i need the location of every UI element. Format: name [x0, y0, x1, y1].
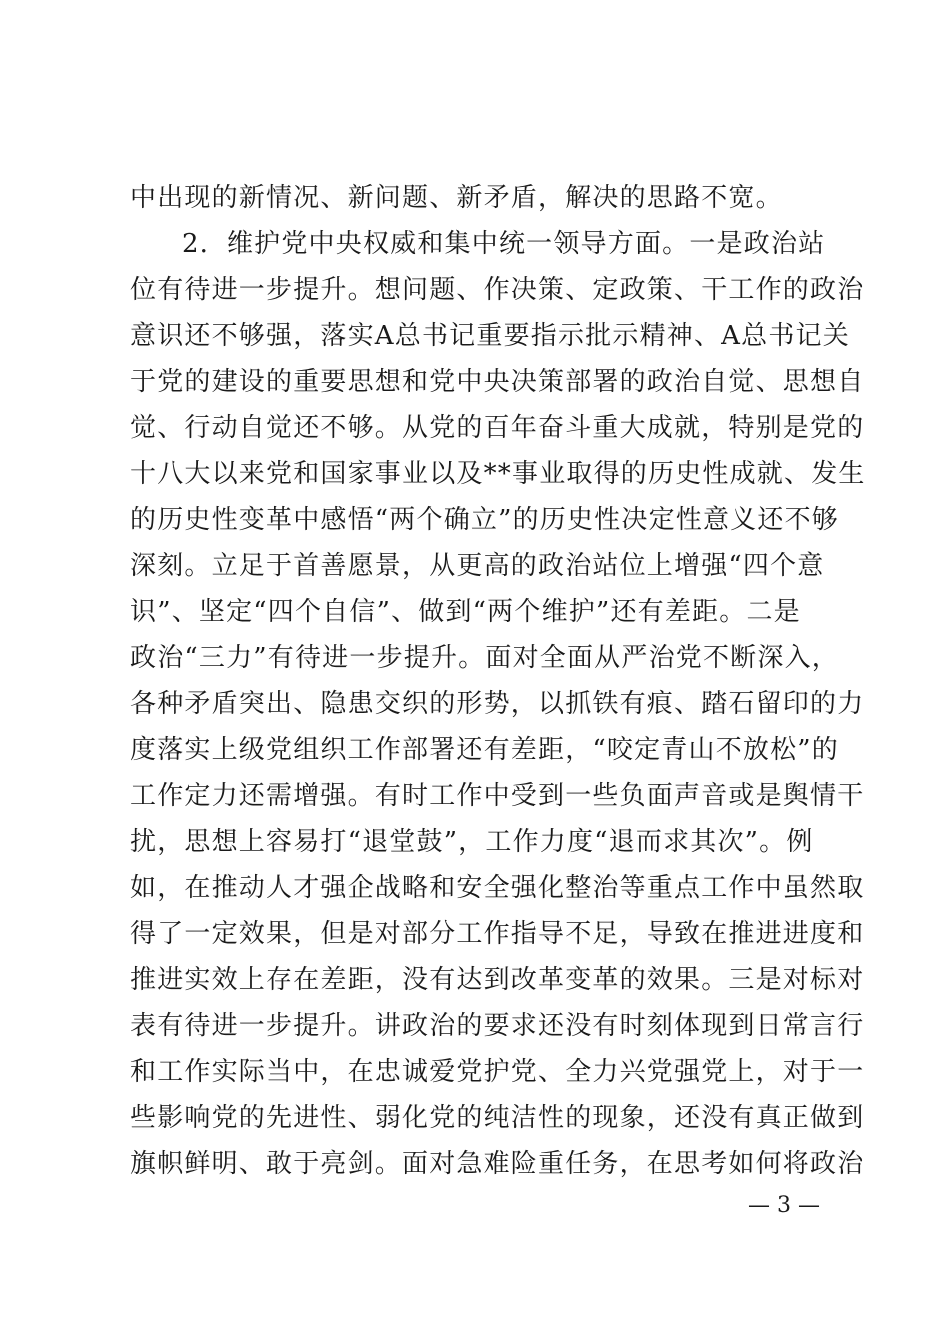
text-line-11: 政治“三力”有待进一步提升。面对全面从严治党不断深入，: [130, 643, 839, 673]
text-line-5: 于党的建设的重要思想和党中央决策部署的政治自觉、思想自: [130, 367, 865, 397]
text-line-19: 表有待进一步提升。讲政治的要求还没有时刻体现到日常言行: [130, 1011, 865, 1041]
text-line-9: 深刻。立足于首善愿景，从更高的政治站位上增强“四个意: [130, 551, 825, 581]
text-line-12: 各种矛盾突出、隐患交织的形势，以抓铁有痕、踏石留印的力: [130, 689, 865, 719]
text-line-16: 如，在推动人才强企战略和安全强化整治等重点工作中虽然取: [130, 873, 865, 903]
text-line-3: 位有待进一步提升。想问题、作决策、定政策、干工作的政治: [130, 275, 865, 305]
text-line-21: 些影响党的先进性、弱化党的纯洁性的现象，还没有真正做到: [130, 1103, 865, 1133]
text-line-17: 得了一定效果，但是对部分工作指导不足，导致在推进进度和: [130, 919, 865, 949]
text-line-20: 和工作实际当中，在忠诚爱党护党、全力兴党强党上，对于一: [130, 1057, 865, 1087]
text-line-18: 推进实效上存在差距，没有达到改革变革的效果。三是对标对: [130, 965, 865, 995]
text-line-15: 扰，思想上容易打“退堂鼓”，工作力度“退而求其次”。例: [130, 827, 814, 857]
text-line-10: 识”、坚定“四个自信”、做到“两个维护”还有差距。二是: [130, 597, 801, 627]
text-line-4: 意识还不够强，落实A总书记重要指示批示精神、A总书记关: [130, 321, 850, 351]
text-line-22: 旗帜鲜明、敢于亮剑。面对急难险重任务，在思考如何将政治: [130, 1149, 865, 1179]
text-line-7: 十八大以来党和国家事业以及**事业取得的历史性成就、发生: [130, 459, 866, 489]
text-line-13: 度落实上级党组织工作部署还有差距，“咬定青山不放松”的: [130, 735, 839, 765]
text-line-1: 中出现的新情况、新问题、新矛盾，解决的思路不宽。: [130, 183, 783, 213]
text-line-14: 工作定力还需增强。有时工作中受到一些负面声音或是舆情干: [130, 781, 865, 811]
text-line-6: 觉、行动自觉还不够。从党的百年奋斗重大成就，特别是党的: [130, 413, 865, 443]
text-line-8: 的历史性变革中感悟“两个确立”的历史性决定性意义还不够: [130, 505, 839, 535]
page-number: — 3 —: [748, 1193, 820, 1218]
text-line-2: 2．维护党中央权威和集中统一领导方面。一是政治站: [182, 229, 826, 259]
